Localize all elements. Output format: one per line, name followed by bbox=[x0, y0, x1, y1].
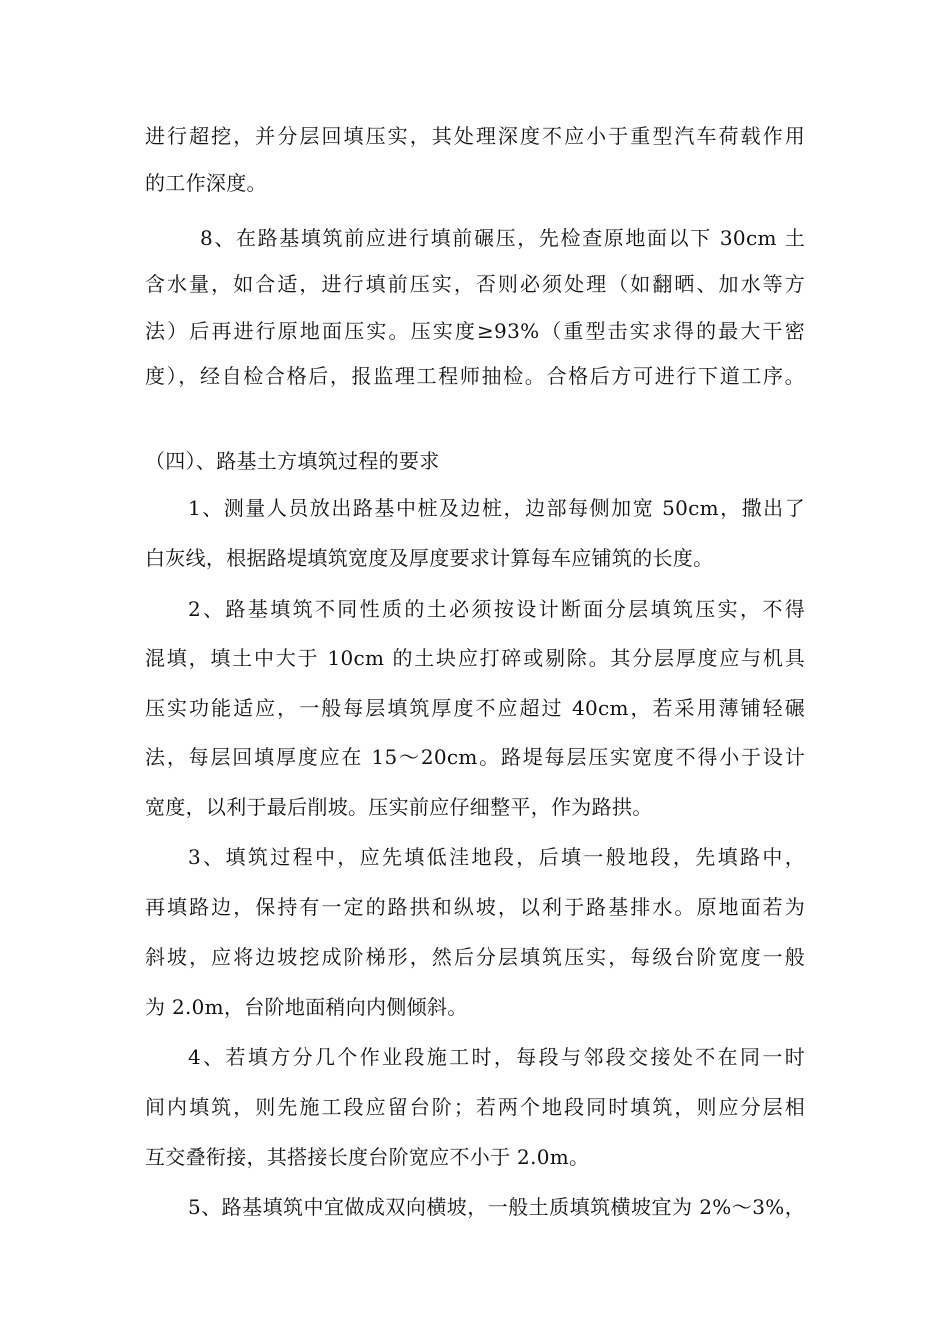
text-line: 的工作深度。 bbox=[145, 171, 267, 195]
text-line: 8、在路基填筑前应进行填前碾压，先检查原地面以下 30cm 土 bbox=[200, 226, 805, 250]
text-line: 进行超挖，并分层回填压实，其处理深度不应小于重型汽车荷载作用 bbox=[145, 124, 805, 148]
section-heading: （四）、路基土方填筑过程的要求 bbox=[145, 449, 440, 473]
text-line: 度），经自检合格后，报监理工程师抽检。合格后方可进行下道工序。 bbox=[145, 364, 805, 388]
text-line: 间内填筑，则先施工段应留台阶；若两个地段同时填筑，则应分层相 bbox=[145, 1095, 805, 1119]
text-line: 含水量，如合适，进行填前压实，否则必须处理（如翻晒、加水等方 bbox=[145, 272, 805, 296]
text-line: 白灰线，根据路堤填筑宽度及厚度要求计算每车应铺筑的长度。 bbox=[145, 546, 714, 570]
text-line: 再填路边，保持有一定的路拱和纵坡，以利于路基排水。原地面若为 bbox=[145, 895, 805, 919]
text-line: 混填，填土中大于 10cm 的土块应打碎或剔除。其分层厚度应与机具 bbox=[145, 646, 805, 670]
text-line: 5、路基填筑中宜做成双向横坡，一般土质填筑横坡宜为 2%～3%， bbox=[188, 1195, 805, 1219]
text-line: 互交叠衔接，其搭接长度台阶宽应不小于 2.0m。 bbox=[145, 1145, 590, 1169]
text-line: 为 2.0m，台阶地面稍向内侧倾斜。 bbox=[145, 995, 468, 1019]
text-line: 法）后再进行原地面压实。压实度≥93%（重型击实求得的最大干密 bbox=[145, 319, 805, 343]
text-line: 斜坡，应将边坡挖成阶梯形，然后分层填筑压实，每级台阶宽度一般 bbox=[145, 945, 805, 969]
text-line: 压实功能适应，一般每层填筑厚度不应超过 40cm，若采用薄铺轻碾 bbox=[145, 696, 805, 720]
text-line: 宽度，以利于最后削坡。压实前应仔细整平，作为路拱。 bbox=[145, 795, 653, 819]
text-line: 3、填筑过程中，应先填低洼地段，后填一般地段，先填路中， bbox=[188, 845, 805, 869]
text-line: 法，每层回填厚度应在 15～20cm。路堤每层压实宽度不得小于设计 bbox=[145, 745, 805, 769]
text-line: 4、若填方分几个作业段施工时，每段与邻段交接处不在同一时 bbox=[188, 1045, 805, 1069]
text-line: 2、路基填筑不同性质的土必须按设计断面分层填筑压实，不得 bbox=[188, 597, 805, 621]
text-line: 1、测量人员放出路基中桩及边桩，边部每侧加宽 50cm，撒出了 bbox=[188, 496, 805, 520]
